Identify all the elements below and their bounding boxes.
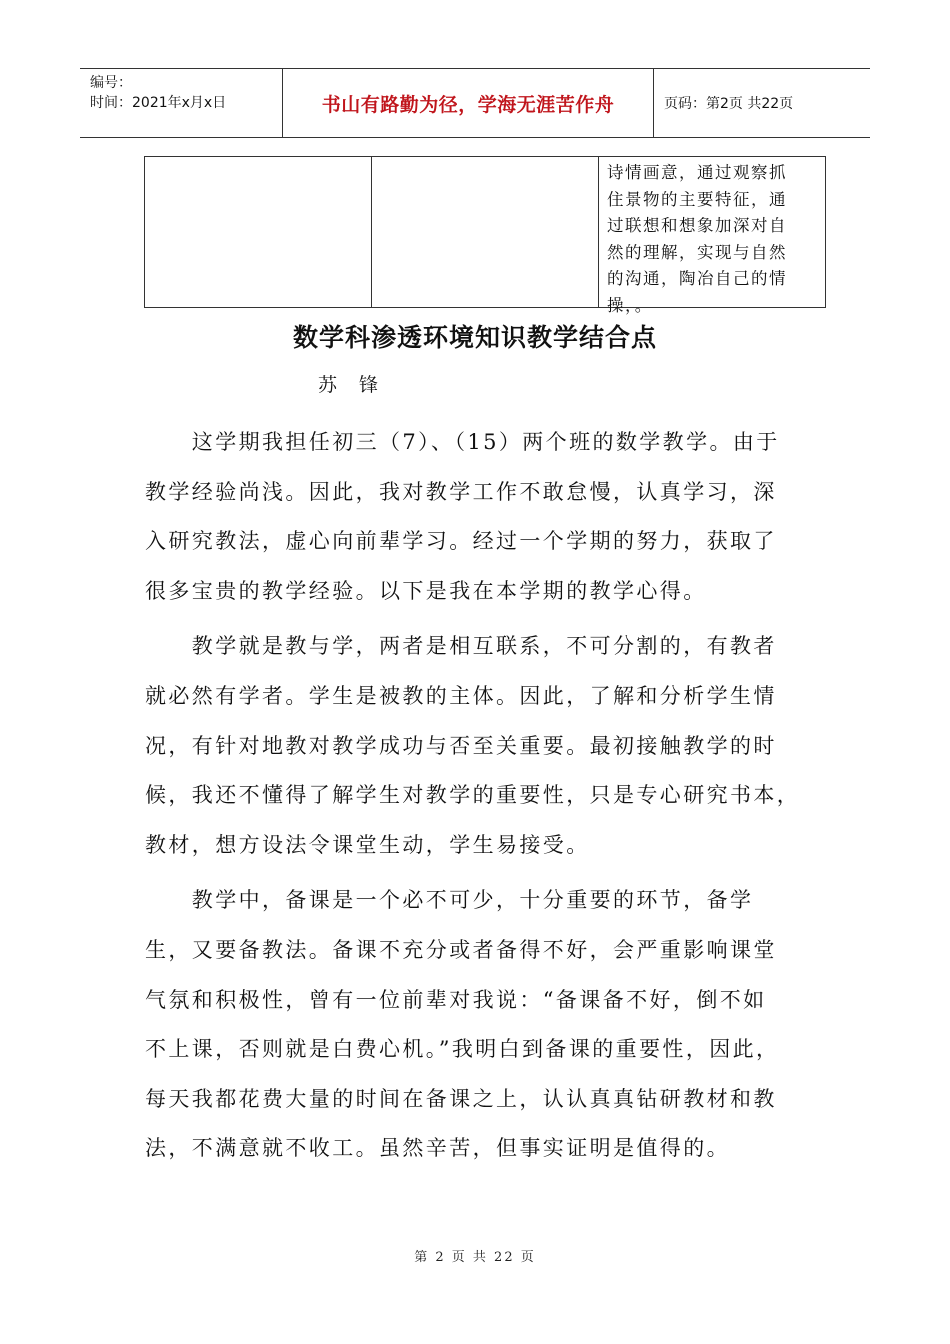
paragraph [145,622,825,870]
header-page-info: 页码：第2页 共22页 [664,96,794,112]
paragraph [145,876,825,1174]
table-cell-line: 的沟通，陶冶自己的情 [607,269,787,288]
time-label: 时间：2021年x月x日 [90,95,227,111]
table-cell-line: 过联想和想象加深对自 [607,216,787,235]
number-label: 编号： [90,75,132,91]
table-cell-line: 然的理解，实现与自然 [607,242,787,262]
paragraph [145,418,825,616]
text-line: 气氛和积极性，曾有一位前辈对我说：“备课备不好，倒不如 [145,987,767,1012]
text-line: 很多宝贵的教学经验。以下是我在本学期的教学心得。 [145,578,707,603]
table-cell-line: 住景物的主要特征，通 [607,189,787,209]
header-meta [80,69,282,137]
text-line: 法，不满意就不收工。虽然辛苦，但事实证明是值得的。 [145,1136,730,1161]
text-line: 入研究教法，虚心向前辈学习。经过一个学期的努力，获取了 [145,529,777,554]
text-line: 每天我都花费大量的时间在备课之上，认认真真钻研教材和教 [145,1086,777,1111]
table-cell-empty-1 [145,157,372,307]
table-cell-empty-2 [372,157,599,307]
text-line: 候，我还不懂得了解学生对教学的重要性，只是专心研究书本， [145,783,801,808]
text-line: 教学经验尚浅。因此，我对教学工作不敢怠慢，认真学习，深 [145,479,777,504]
text-line: 就必然有学者。学生是被教的主体。因此，了解和分析学生情 [145,683,777,708]
text-line: 教学就是教与学，两者是相互联系，不可分割的，有教者 [145,634,777,659]
text-line: 教学中，备课是一个必不可少，十分重要的环节，备学 [145,888,754,913]
text-line: 这学期我担任初三（7）、（15）两个班的数学教学。由于 [145,430,780,454]
table-cell-line: 诗情画意，通过观察抓 [607,163,787,182]
text-line: 生，又要备教法。备课不充分或者备得不好，会严重影响课堂 [145,937,777,962]
article-body [145,418,825,1174]
page-footer: 第 2 页 共 22 页 [414,1250,536,1265]
article-title: 数学科渗透环境知识教学结合点 [292,323,657,352]
continued-table [144,156,826,315]
text-line: 不上课，否则就是白费心机。”我明白到备课的重要性，因此， [145,1037,780,1062]
table-cell-line: 操，。 [607,295,653,315]
table-cell-text [599,157,825,315]
article-author: 苏 锋 [318,374,387,396]
header-motto: 书山有路勤为径，学海无涯苦作舟 [282,69,654,137]
text-line: 教材，想方设法令课堂生动，学生易接受。 [145,832,590,857]
document-header [80,68,870,138]
text-line: 况，有针对地教对教学成功与否至关重要。最初接触教学的时 [145,733,777,758]
